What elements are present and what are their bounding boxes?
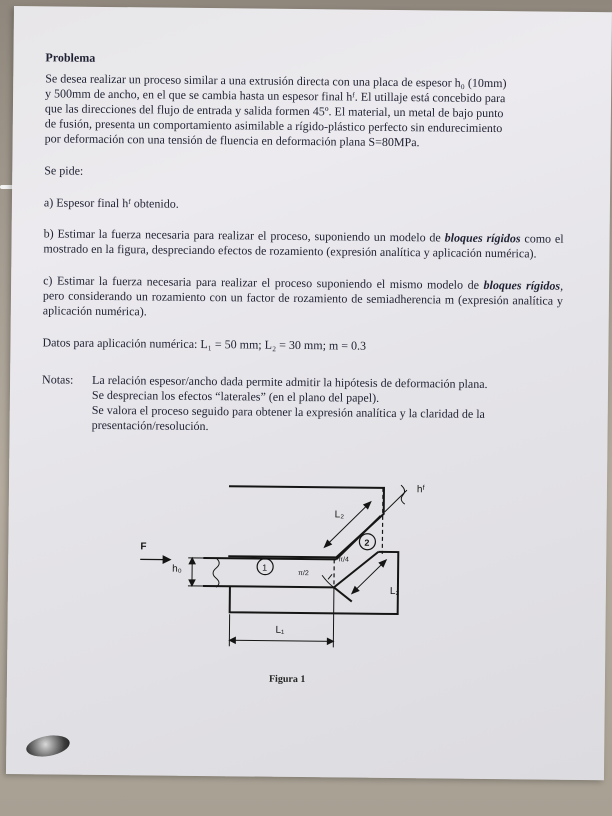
l2-top-label: L₂ xyxy=(334,509,345,521)
force-arrow-head xyxy=(163,556,170,563)
l1-label: L₁ xyxy=(275,624,285,636)
plate-top-line xyxy=(203,558,336,559)
angle-pi4-label: π/4 xyxy=(338,556,349,564)
angle-pi2-label: π/2 xyxy=(298,570,309,578)
se-pide-label: Se pide: xyxy=(44,163,84,178)
notes-block xyxy=(42,372,563,437)
note-line: presentación/resolución. xyxy=(91,417,209,434)
note-line: Se desprecian los efectos “laterales” (en el plano del papel). xyxy=(91,387,380,405)
exit-channel-end xyxy=(334,587,352,601)
intro-line: Se desea realizar un proceso similar a una extrusión directa con una placa de espesor h₀ (10mm) xyxy=(45,71,507,91)
question-c-emphasis: bloques rígidos xyxy=(483,277,561,293)
question-b-text-end: como el mostrado en la figura, despreciando efectos de rozamiento (expresión analítica y aplicación numérica). xyxy=(43,231,564,261)
question-b-emphasis: bloques rígidos xyxy=(444,230,521,246)
intro-line: que las direcciones del flujo de entrada y salida formen 45º. El material, un metal de bajo punto xyxy=(44,101,504,121)
question-c-text: c) Estimar la fuerza necesaria para realizar el proceso suponiendo el mismo modelo de xyxy=(43,273,484,292)
l2-bottom-label: L₂ xyxy=(389,585,400,598)
extrusion-diagram xyxy=(107,473,449,707)
upper-tool-outline xyxy=(228,486,384,558)
problem-intro xyxy=(45,71,566,151)
velocity-discontinuity-2 xyxy=(382,488,383,554)
figure-caption: Figura 1 xyxy=(268,673,306,686)
question-b xyxy=(43,226,563,261)
paper-sheet xyxy=(6,6,612,780)
angle-arc-pi2 xyxy=(322,575,334,587)
hf-dimension-line xyxy=(385,490,407,512)
h0-arrow-bottom xyxy=(189,580,195,586)
angle-arrow-pi2 xyxy=(328,574,332,579)
intro-line: por deformación con una tensión de fluencia en deformación plana S=80MPa. xyxy=(44,131,420,150)
plate-bottom-line xyxy=(203,586,334,587)
question-c-text-end: , pero considerando un rozamiento con un factor de rozamiento de semiadherencia m (expresión analítica y aplicación numérica). xyxy=(42,278,564,319)
notes-label: Notas: xyxy=(42,372,74,387)
question-a: a) Espesor final hᶠ obtenido. xyxy=(43,195,179,211)
note-line: Se valora el proceso seguido para obtener la expresión analítica y la claridad de la xyxy=(91,402,485,421)
block-2-label: 2 xyxy=(364,537,370,548)
note-line: La relación espesor/ancho dada permite admitir la hipótesis de deformación plana. xyxy=(92,372,488,391)
intro-line: de fusión, presenta un comportamiento asimilable a rígido-plástico perfecto sin endurecimiento xyxy=(44,116,503,136)
notes-lines xyxy=(92,373,563,438)
question-b-text: b) Estimar la fuerza necesaria para realizar el proceso, suponiendo un modelo de xyxy=(43,226,445,245)
hf-label: hᶠ xyxy=(416,484,425,496)
break-mark-plate xyxy=(213,558,219,587)
force-label: F xyxy=(140,541,147,553)
problem-title: Problema xyxy=(45,50,96,65)
problem-text xyxy=(42,50,566,437)
intro-line: y 500mm de ancho, en el que se cambia hasta un espesor final hᶠ. El utillaje está concebido para xyxy=(45,86,506,106)
l1-dimension-line xyxy=(229,640,333,641)
numeric-data: Datos para aplicación numérica: L₁ = 50 mm; L₂ = 30 mm; m = 0.3 xyxy=(42,335,367,353)
block-1-label: 1 xyxy=(262,562,268,573)
question-c xyxy=(43,273,563,323)
h0-arrow-top xyxy=(189,558,195,564)
h0-label: h₀ xyxy=(172,563,182,575)
